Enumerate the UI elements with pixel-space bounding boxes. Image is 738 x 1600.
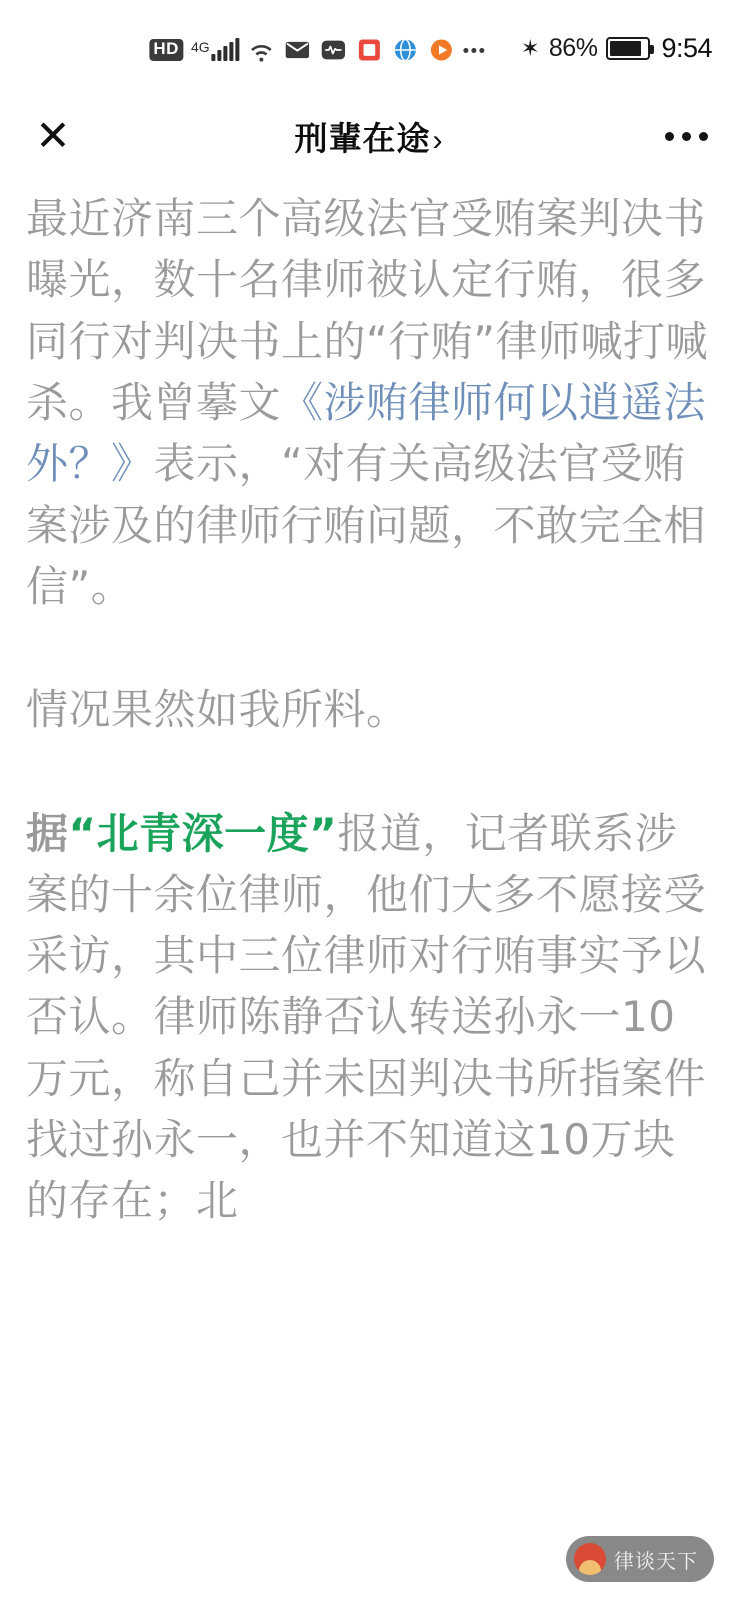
hd-badge-icon: HD [149,39,183,61]
paragraph-1-text-before-link: 最近济南三个高级法官受贿案判决书曝光，数十名律师被认定行贿，很多同行对判决书上的“行贿”律师喊打喊杀。我曾摹文 [26,194,709,427]
article-paragraph-3 [26,803,712,1232]
watermark-label: 律谈天下 [614,1550,698,1573]
status-bar-right-group [521,33,712,64]
source-highlight: “北青深一度” [68,808,338,858]
article-body [0,180,738,1232]
bluetooth-icon: ✶ [520,35,540,61]
paragraph-3-body: 报道，记者联系涉案的十余位律师，他们大多不愿接受采访，其中三位律师对行贿事实予以否认。律师陈静否认转送孙永一10万元，称自己并未因判决书所指案件找过孙永一，也并不知道这10万块的存在；北 [26,808,707,1226]
chevron-right-icon: › [432,123,444,157]
page-title-text: 刑輩在途 [294,119,431,157]
mail-icon [284,36,312,64]
watermark-badge[interactable] [566,1536,714,1582]
browser-globe-icon [392,36,420,64]
article-paragraph-2: 情况果然如我所料。 [26,685,409,735]
status-bar [0,0,738,92]
paragraph-1-text-after-link: 表示，“对有关高级法官受贿案涉及的律师行贿问题，不敢完全相信”。 [26,439,707,611]
paragraph-3-prefix: 据 [26,808,69,858]
signal-bars-icon [191,39,240,61]
article-paragraph-1 [26,188,712,617]
network-type-label: 4G [190,39,210,55]
wifi-icon [248,36,276,64]
status-bar-left-icons [149,36,484,64]
page-title [0,113,738,160]
article-inline-link[interactable]: 《涉贿律师何以逍遥法外？》 [26,377,707,489]
navigation-bar [0,92,738,180]
heartbeat-icon [320,36,348,64]
paragraph-spacer [26,617,712,679]
clock-label: 9:54 [661,33,712,63]
square-app-icon [356,36,384,64]
paragraph-spacer-2 [26,741,712,803]
battery-percent-label: 86% [548,34,598,62]
video-play-icon [428,36,456,64]
battery-icon [606,37,650,60]
avatar-icon [574,1543,606,1575]
overflow-dots-icon [464,48,485,53]
close-button[interactable]: ✕ [35,112,71,159]
more-options-button[interactable] [665,132,708,141]
